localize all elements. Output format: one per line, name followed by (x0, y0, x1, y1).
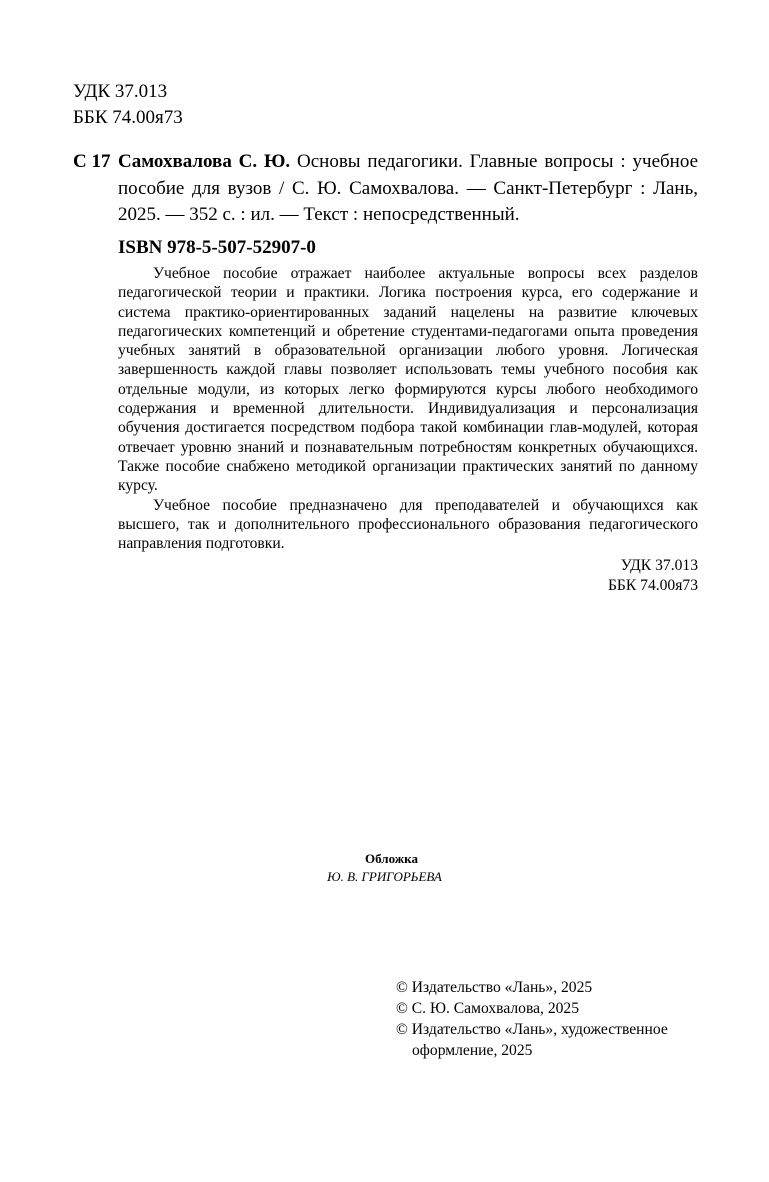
annotation-codes (118, 556, 698, 595)
cover-label: Обложка (365, 851, 418, 866)
title-description: Основы педагогики. Главные вопросы : учебное пособие для вузов / С. Ю. Самохвалова. — Санкт-Петербург : Лань, 2025. — 352 с. : ил. — Текст : непосредственный. (118, 151, 698, 225)
bbk-code: ББК 74.00я73 (73, 107, 183, 128)
copyright-line: © Издательство «Лань», 2025 (396, 979, 593, 996)
catalog-entry (73, 149, 698, 261)
annotation-paragraph: Учебное пособие отражает наиболее актуальные вопросы всех разделов педагогической теории и практики. Логика построения курса, его содержание и система практико-ориентированных заданий нацелены на развитие ключевых педагогических компетенций и обретение студентами-педагогами опыта проведения учебных занятий в образовательной организации любого уровня. Логическая завершенность каждой главы позволяет использовать темы учебного пособия как отдельные модули, из которых легко формируются курсы любого необходимого содержания и временной длительности. Индивидуализация и персонализация обучения достигается посредством подбора такой комбинации глав-модулей, которая отвечает уровню знаний и познавательным потребностям конкретных обучающихся. Также пособие снабжено методикой организации практических занятий по данному курсу. (118, 265, 698, 495)
author-name: Самохвалова С. Ю. (118, 151, 291, 172)
copyright-line: © Издательство «Лань», художественное оформление, 2025 (396, 1021, 668, 1059)
copyright-line: © С. Ю. Самохвалова, 2025 (396, 1000, 580, 1017)
classification-codes (73, 79, 183, 131)
bbk-code: ББК 74.00я73 (607, 576, 698, 594)
cover-designer: Ю. В. ГРИГОРЬЕВА (327, 869, 442, 884)
cover-credit (0, 850, 769, 886)
copyright-block (396, 977, 706, 1061)
annotation (118, 264, 698, 595)
udk-code: УДК 37.013 (620, 557, 698, 575)
isbn: ISBN 978-5-507-52907-0 (118, 236, 316, 258)
author-mark: С 17 (73, 151, 111, 172)
bibliographic-description (118, 149, 698, 229)
udk-code: УДК 37.013 (73, 81, 168, 102)
annotation-paragraph: Учебное пособие предназначено для преподавателей и обучающихся как высшего, так и дополнительного профессионального образования педагогического направления подготовки. (118, 496, 698, 553)
